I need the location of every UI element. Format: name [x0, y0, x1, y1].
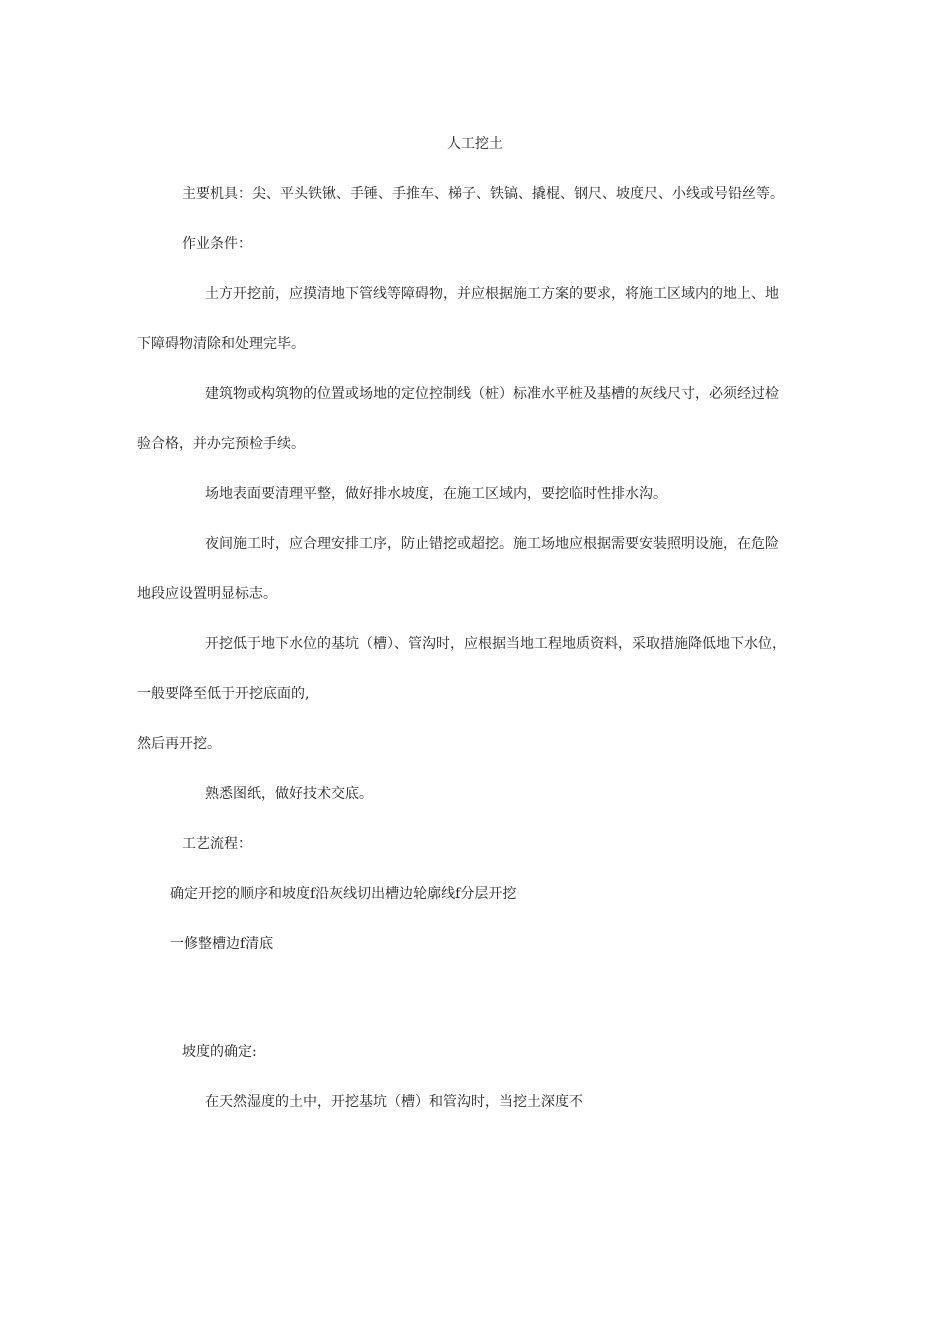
paragraph-3-line-1: 场地表面要清理平整，做好排水坡度，在施工区域内，要挖临时性排水沟。 [205, 486, 667, 502]
process-heading: 工艺流程： [182, 836, 252, 852]
paragraph-4-line-2: 地段应设置明显标志。 [137, 586, 277, 602]
paragraph-5-line-1: 开挖低于地下水位的基坑（槽）、管沟时，应根据当地工程地质资料，采取措施降低地下水位， [205, 636, 786, 652]
process-line-1: 确定开挖的顺序和坡度f沿灰线切出槽边轮廓线f分层开挖 [170, 886, 517, 902]
paragraph-1-line-1: 土方开挖前，应摸清地下管线等障碍物，并应根据施工方案的要求，将施工区域内的地上、地 [205, 286, 779, 302]
slope-line-1: 在天然湿度的土中，开挖基坑（槽）和管沟时，当挖土深度不 [205, 1094, 583, 1110]
tools-line: 主要机具：尖、平头铁锹、手锤、手推车、梯子、铁镐、撬棍、钢尺、坡度尺、小线或号铅丝等。 [182, 186, 784, 202]
slope-heading: 坡度的确定: [182, 1044, 257, 1060]
process-line-2: 一修整槽边f清底 [170, 936, 274, 952]
conditions-heading: 作业条件： [182, 236, 252, 252]
document-title: 人工挖土 [447, 136, 503, 152]
paragraph-5-line-3: 然后再开挖。 [137, 736, 221, 752]
paragraph-2-line-1: 建筑物或构筑物的位置或场地的定位控制线（桩）标准水平桩及基槽的灰线尺寸，必须经过检 [205, 386, 779, 402]
paragraph-5-line-2: 一般要降至低于开挖底面的, [137, 686, 310, 702]
paragraph-2-line-2: 验合格，并办完预检手续。 [137, 436, 305, 452]
paragraph-4-line-1: 夜间施工时，应合理安排工序，防止错挖或超挖。施工场地应根据需要安装照明设施，在危险 [205, 536, 779, 552]
paragraph-1-line-2: 下障碍物清除和处理完毕。 [137, 336, 305, 352]
paragraph-6-line-1: 熟悉图纸，做好技术交底。 [205, 786, 373, 802]
